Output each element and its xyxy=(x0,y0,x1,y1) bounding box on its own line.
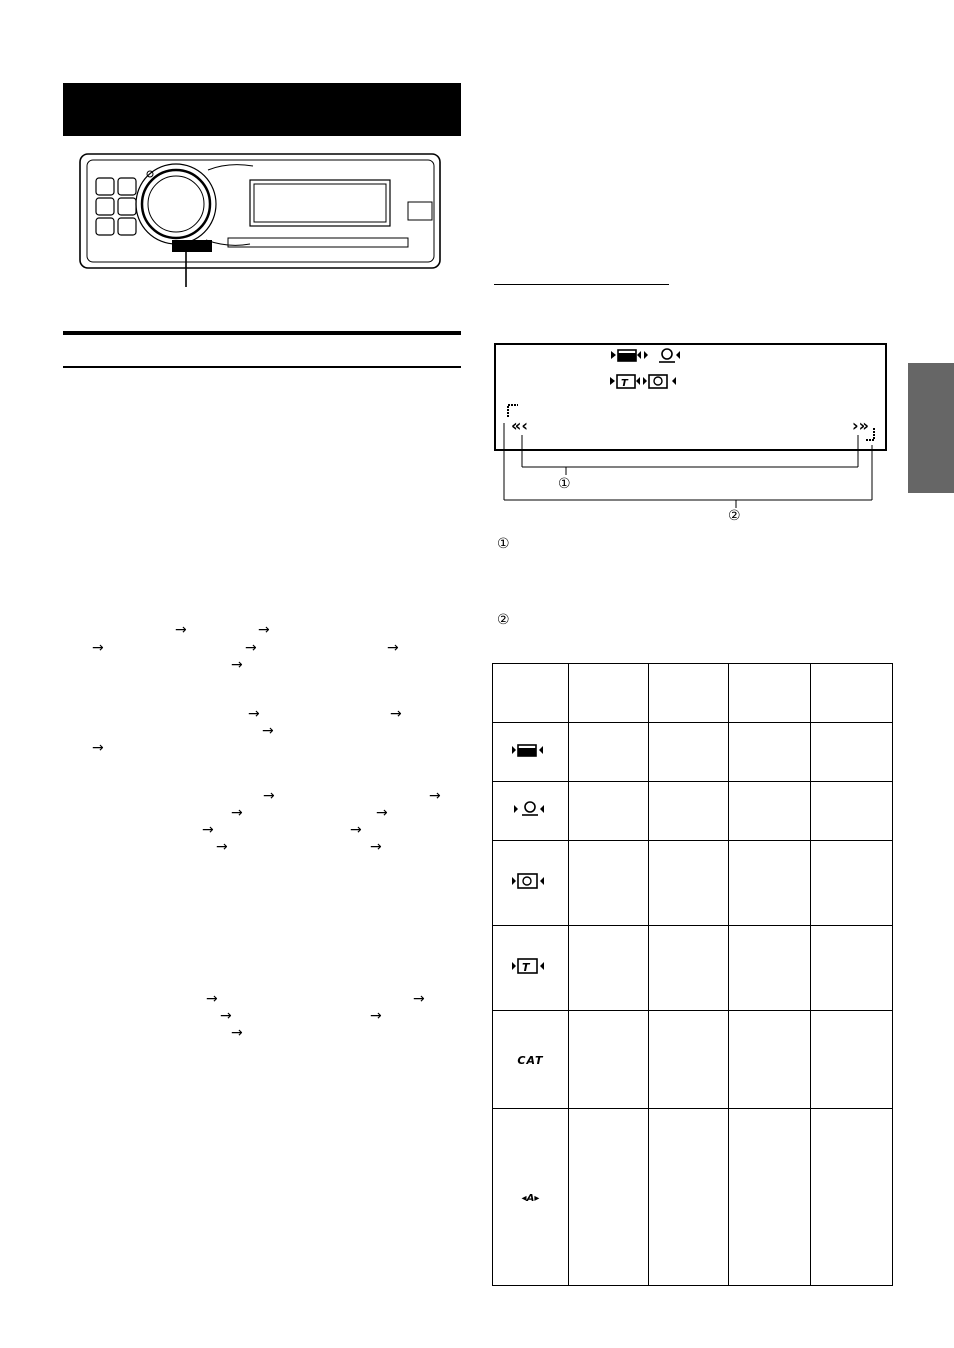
table-cell xyxy=(648,664,729,723)
sequence-arrow: → xyxy=(350,822,362,838)
table-cell xyxy=(811,1109,893,1286)
table-cell xyxy=(568,782,648,841)
sequence-arrow: → xyxy=(245,640,257,656)
sequence-arrow: → xyxy=(390,706,402,722)
sequence-arrow: → xyxy=(220,1008,232,1024)
table-row xyxy=(493,782,893,841)
sequence-arrow: → xyxy=(376,805,388,821)
section-rule-thick xyxy=(63,331,461,335)
table-cell xyxy=(493,664,569,723)
table-cell xyxy=(811,664,893,723)
display-diagram-overlay xyxy=(494,343,887,528)
sequence-arrow: → xyxy=(175,622,187,638)
svg-text:«‹: «‹ xyxy=(511,416,528,435)
table-cell xyxy=(648,841,729,926)
table-cell xyxy=(811,926,893,1011)
table-cell xyxy=(568,1109,648,1286)
folder-icon xyxy=(510,743,550,757)
table-row xyxy=(493,1109,893,1286)
sequence-arrow: → xyxy=(216,839,228,855)
table-icon-cell xyxy=(493,841,569,926)
legend-number-2: ② xyxy=(497,612,510,628)
table-cell xyxy=(729,1109,811,1286)
table-icon-cell xyxy=(493,1011,569,1109)
subheading-underline xyxy=(494,284,669,285)
table-icon-cell xyxy=(493,723,569,782)
table-cell xyxy=(811,1011,893,1109)
sequence-arrow: → xyxy=(370,839,382,855)
callout-number-2: ② xyxy=(728,508,741,524)
svg-text:T: T xyxy=(522,960,530,974)
table-cell xyxy=(648,782,729,841)
table-cell xyxy=(729,1011,811,1109)
alpha-icon xyxy=(522,1188,540,1205)
table-icon-cell xyxy=(493,926,569,1011)
album-icon xyxy=(510,873,550,889)
sequence-arrow: → xyxy=(231,1025,243,1041)
table-cell xyxy=(729,664,811,723)
head-unit-illustration xyxy=(78,152,443,292)
table-row xyxy=(493,926,893,1011)
left-triangle-icon: ◂ xyxy=(521,1193,527,1204)
sequence-arrow: → xyxy=(429,788,441,804)
legend-number-1: ① xyxy=(497,536,510,552)
sequence-arrow: → xyxy=(92,640,104,656)
sequence-arrow: → xyxy=(387,640,399,656)
sequence-arrow: → xyxy=(206,991,218,1007)
svg-text:›»: ›» xyxy=(852,416,869,435)
table-icon-cell xyxy=(493,1109,569,1286)
table-row xyxy=(493,723,893,782)
sequence-arrow: → xyxy=(231,657,243,673)
table-header-row xyxy=(493,664,893,723)
sequence-arrow: → xyxy=(202,822,214,838)
sequence-arrow: → xyxy=(263,788,275,804)
table-cell xyxy=(729,926,811,1011)
svg-text:T: T xyxy=(621,378,628,389)
table-cell xyxy=(811,782,893,841)
alpha-icon-letter: A xyxy=(526,1193,535,1204)
icon-table xyxy=(492,663,893,1286)
table-row xyxy=(493,841,893,926)
chapter-side-tab xyxy=(908,363,954,493)
sequence-arrow: → xyxy=(231,805,243,821)
table-cell xyxy=(648,926,729,1011)
table-cell xyxy=(648,1011,729,1109)
table-cell xyxy=(811,723,893,782)
table-cell xyxy=(648,723,729,782)
table-icon-cell xyxy=(493,782,569,841)
sequence-arrow: → xyxy=(248,706,260,722)
sequence-arrow: → xyxy=(370,1008,382,1024)
table-cell xyxy=(811,841,893,926)
table-cell xyxy=(648,1109,729,1286)
sequence-arrow: → xyxy=(92,740,104,756)
table-cell xyxy=(568,723,648,782)
table-cell xyxy=(729,841,811,926)
callout-number-1: ① xyxy=(558,476,571,492)
section-rule-thin xyxy=(63,366,461,368)
cat-icon: CAT xyxy=(517,1053,544,1067)
section-header-bar xyxy=(63,83,461,136)
artist-icon xyxy=(510,801,550,817)
track-icon xyxy=(510,958,550,974)
sequence-arrow: → xyxy=(413,991,425,1007)
sequence-arrow: → xyxy=(258,622,270,638)
table-cell xyxy=(729,723,811,782)
table-cell xyxy=(729,782,811,841)
table-cell xyxy=(568,841,648,926)
sequence-arrow: → xyxy=(262,723,274,739)
table-cell xyxy=(568,926,648,1011)
table-cell xyxy=(568,1011,648,1109)
right-triangle-icon: ▸ xyxy=(534,1193,540,1204)
table-cell xyxy=(568,664,648,723)
table-row xyxy=(493,1011,893,1109)
